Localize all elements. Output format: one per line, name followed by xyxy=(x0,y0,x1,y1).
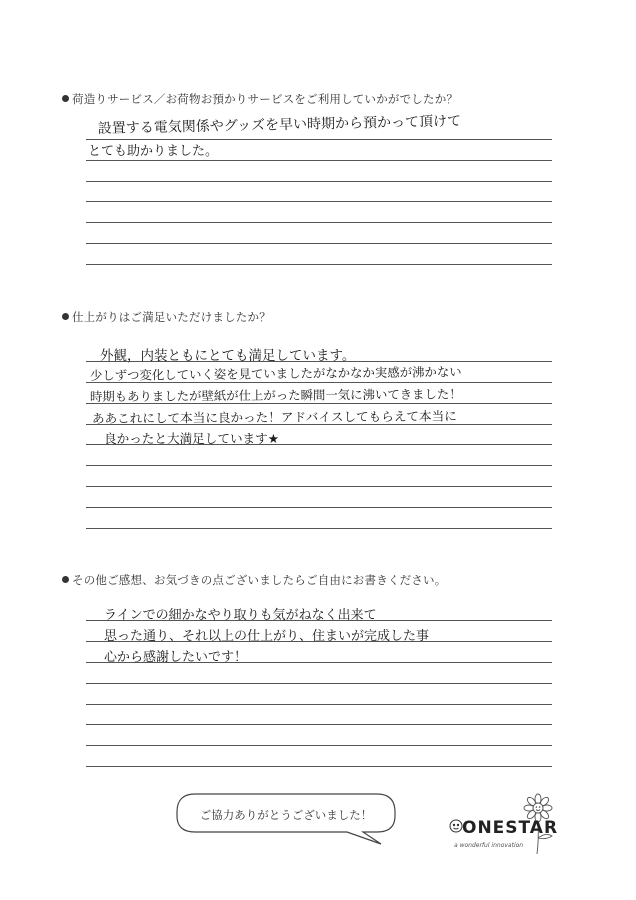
ruled-line xyxy=(86,201,552,202)
bullet-icon xyxy=(62,313,69,320)
ruled-line xyxy=(86,766,552,767)
answer-3-line-3: 心から感謝したいです！ xyxy=(104,650,248,665)
ruled-line xyxy=(86,264,552,265)
thanks-text: ご協力ありがとうございました！ xyxy=(199,808,373,822)
ruled-line xyxy=(86,465,552,466)
question-3-text: その他ご感想、お気づきの点ございましたらご自由にお書きください。 xyxy=(72,573,447,587)
ruled-line xyxy=(86,704,552,705)
answer-2-line-2: 少しずつ変化していく姿を見ていましたがなかなか実感が沸かない xyxy=(89,364,462,384)
ruled-line xyxy=(86,724,552,725)
onestar-logo xyxy=(440,790,565,860)
answer-2-line-3: 時期もありましたが壁紙が仕上がった瞬間一気に沸いてきました！ xyxy=(89,386,462,405)
bullet-icon xyxy=(62,576,69,583)
ruled-line xyxy=(86,243,552,244)
ruled-line xyxy=(86,181,552,182)
question-1 xyxy=(62,91,458,107)
answer-1-line-1: 設置する電気関係やグッズを早い時期から預かって頂けて xyxy=(97,113,462,138)
question-2-text: 仕上がりはご満足いただけましたか？ xyxy=(72,310,271,324)
ruled-line xyxy=(86,222,552,223)
answer-2-line-1: 外観，内装ともにとても満足しています。 xyxy=(100,348,356,364)
answer-2-line-4: ああこれにして本当に良かった！アドバイスしてもらえて本当に xyxy=(91,408,457,427)
ruled-line xyxy=(86,745,552,746)
question-2 xyxy=(62,309,271,325)
bullet-icon xyxy=(62,95,69,102)
ruled-line xyxy=(86,683,552,684)
logo-tagline: a wonderful innovation xyxy=(454,842,524,849)
answer-3-line-1: ラインでの細かなやり取りも気がねなく出来て xyxy=(104,608,377,623)
question-3 xyxy=(62,572,446,588)
logo-wordmark: ONESTAR xyxy=(462,818,559,838)
ruled-line xyxy=(86,160,552,161)
ruled-line xyxy=(86,528,552,529)
answer-1-line-2: とても助かりました。 xyxy=(88,144,219,159)
ruled-line xyxy=(86,507,552,508)
answer-3-line-2: 思った通り、それ以上の仕上がり、住まいが完成した事 xyxy=(104,629,430,644)
answer-2-line-5: 良かったと大満足しています★ xyxy=(104,431,280,446)
thanks-bubble xyxy=(175,790,397,842)
question-1-text: 荷造りサービス／お荷物お預かりサービスをご利用していかがでしたか？ xyxy=(72,92,459,106)
ruled-line xyxy=(86,486,552,487)
